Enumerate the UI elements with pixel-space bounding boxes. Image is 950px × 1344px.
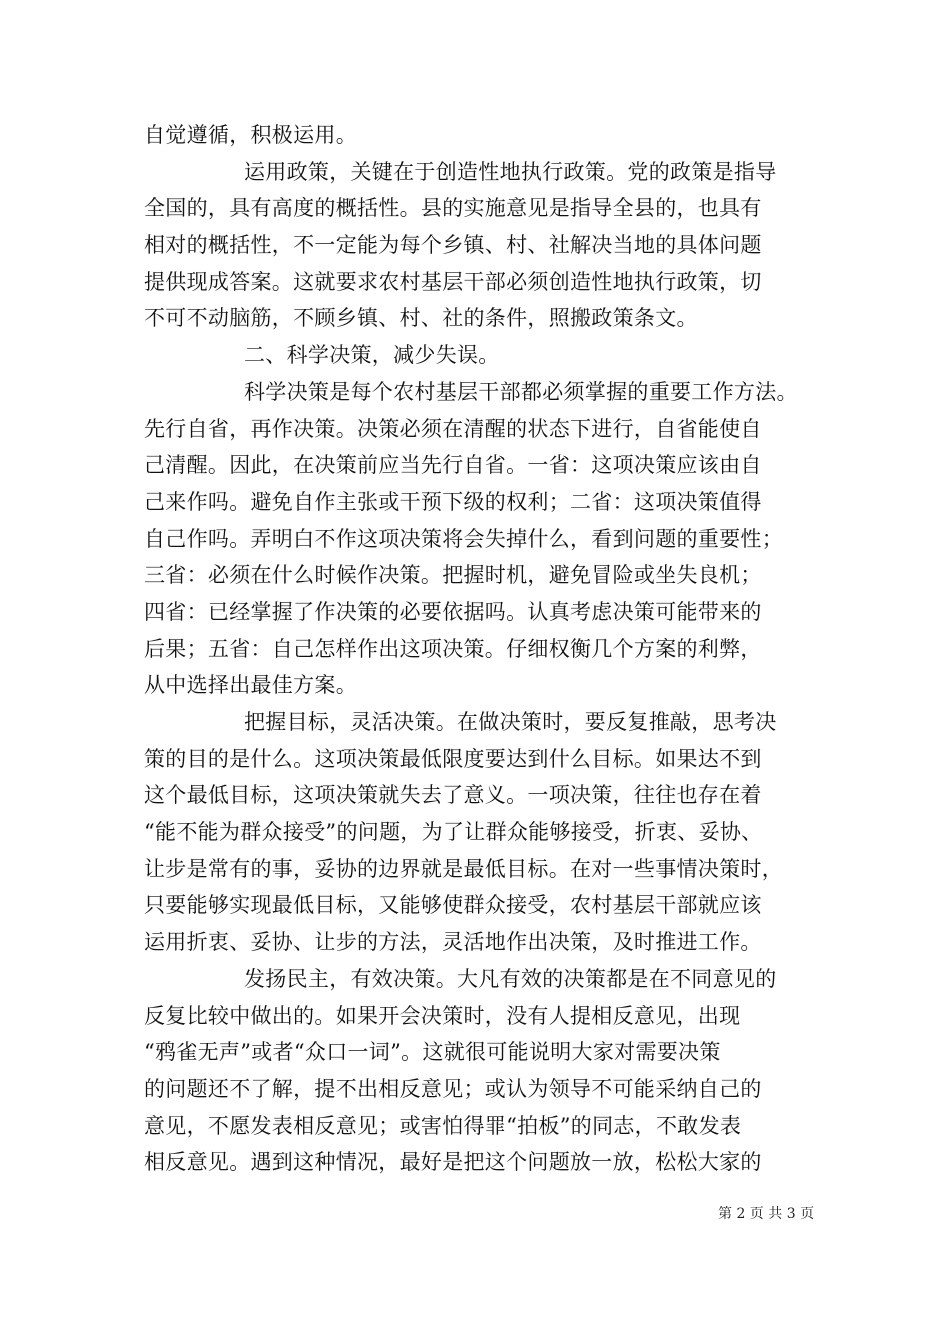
text-line: 相反意见。遇到这种情况，最好是把这个问题放一放，松松大家的 <box>144 1150 762 1175</box>
text-line: 让步是常有的事，妥协的边界就是最低目标。在对一些事情决策时， <box>144 856 783 881</box>
text-line: 自己作吗。弄明白不作这项决策将会失掉什么，看到问题的重要性； <box>144 526 783 551</box>
text-line: “能不能为群众接受”的问题，为了让群众能够接受，折衷、妥协、 <box>144 820 763 845</box>
text-line: 这个最低目标，这项决策就失去了意义。一项决策，往往也存在着 <box>144 783 762 808</box>
text-line: 提供现成答案。这就要求农村基层干部必须创造性地执行政策，切 <box>144 269 762 294</box>
document-body <box>144 117 820 1181</box>
text-line: 二、科学决策，减少失误。 <box>244 343 500 368</box>
text-line: 己来作吗。避免自作主张或干预下级的权利；二省：这项决策值得 <box>144 489 762 514</box>
text-line: 科学决策是每个农村基层干部都必须掌握的重要工作方法。 <box>244 379 798 404</box>
text-line: 相对的概括性，不一定能为每个乡镇、村、社解决当地的具体问题 <box>144 233 762 258</box>
text-line: 先行自省，再作决策。决策必须在清醒的状态下进行，自省能使自 <box>144 416 762 441</box>
text-line: 不可不动脑筋，不顾乡镇、村、社的条件，照搬政策条文。 <box>144 306 698 331</box>
text-line: 从中选择出最佳方案。 <box>144 673 357 698</box>
text-line: 自觉遵循，积极运用。 <box>144 123 357 147</box>
text-line: 反复比较中做出的。如果开会决策时，没有人提相反意见，出现 <box>144 1003 741 1028</box>
page-number-indicator: 第 2 页 共 3 页 <box>718 1206 815 1222</box>
text-line: 运用折衷、妥协、让步的方法，灵活地作出决策，及时推进工作。 <box>144 930 762 955</box>
text-line: 运用政策，关键在于创造性地执行政策。党的政策是指导 <box>244 159 777 184</box>
text-line: 把握目标，灵活决策。在做决策时，要反复推敲，思考决 <box>244 710 777 734</box>
text-line: 己清醒。因此，在决策前应当先行自省。一省：这项决策应该由自 <box>144 453 762 478</box>
text-line: 全国的，具有高度的概括性。县的实施意见是指导全县的，也具有 <box>144 196 762 221</box>
text-line: 意见，不愿发表相反意见；或害怕得罪“拍板”的同志，不敢发表 <box>144 1113 742 1138</box>
text-line: 的问题还不了解，提不出相反意见；或认为领导不可能采纳自己的 <box>144 1076 762 1101</box>
text-line: 策的目的是什么。这项决策最低限度要达到什么目标。如果达不到 <box>144 746 762 771</box>
text-line: 发扬民主，有效决策。大凡有效的决策都是在不同意见的 <box>244 966 777 991</box>
text-line: 只要能够实现最低目标，又能够使群众接受，农村基层干部就应该 <box>144 893 762 918</box>
text-line: 四省：已经掌握了作决策的必要依据吗。认真考虑决策可能带来的 <box>144 599 762 624</box>
text-line: 后果；五省：自己怎样作出这项决策。仔细权衡几个方案的利弊， <box>144 636 762 661</box>
text-line: 三省：必须在什么时候作决策。把握时机，避免冒险或坐失良机； <box>144 563 762 588</box>
text-line: “鸦雀无声”或者“众口一词”。这就很可能说明大家对需要决策 <box>144 1040 721 1065</box>
